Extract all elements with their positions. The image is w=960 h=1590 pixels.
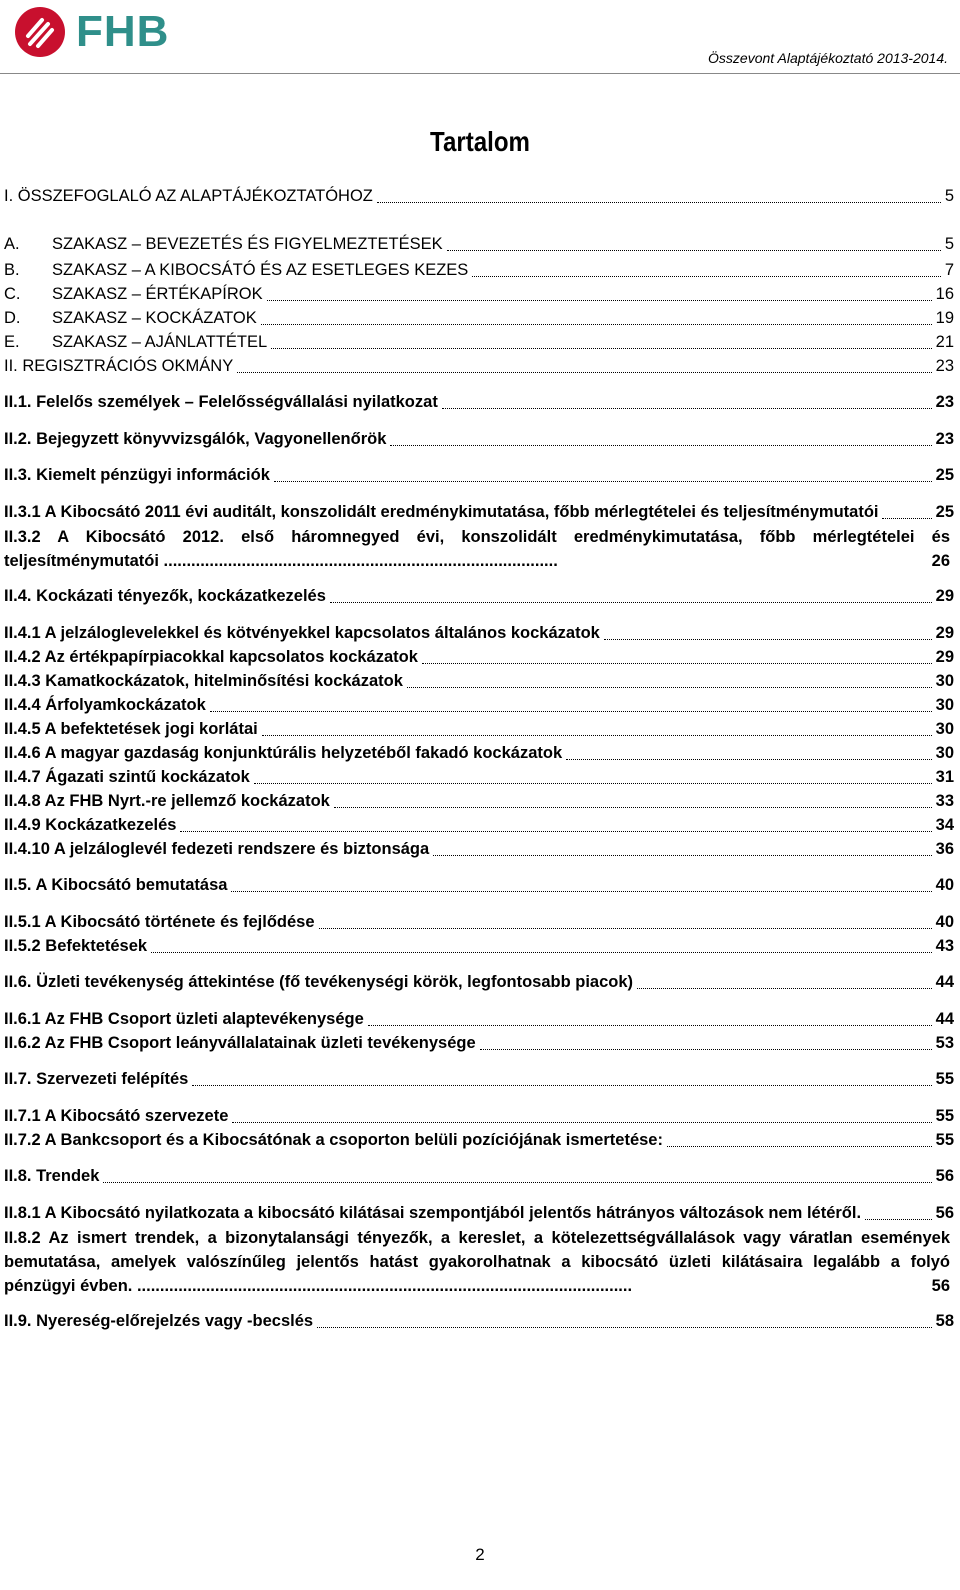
toc-leader (151, 952, 932, 953)
toc-entry[interactable] (4, 428, 954, 450)
toc-leader (192, 1085, 931, 1086)
toc-leader (317, 1327, 932, 1328)
toc-leader (262, 735, 932, 736)
toc-entry-label: II.4.2 Az értékpapírpiacokkal kapcsolatos kockázatok (4, 648, 418, 666)
toc-page-number: 58 (935, 1312, 954, 1330)
toc-page-number: 25 (935, 466, 954, 484)
toc-entry[interactable] (4, 1032, 954, 1054)
toc-entry[interactable] (4, 1008, 954, 1030)
toc-entry[interactable] (4, 790, 954, 812)
toc-page-number: 30 (935, 696, 954, 714)
toc-entry[interactable] (4, 585, 954, 607)
toc-leader (274, 481, 932, 482)
toc-entry-label: II.3. Kiemelt pénzügyi információk (4, 466, 270, 484)
toc-entry[interactable] (4, 742, 954, 764)
toc-leader (865, 1219, 932, 1220)
toc-entry-label: II.4.10 A jelzáloglevél fedezeti rendszere és biztonsága (4, 840, 430, 858)
toc-entry-label: II.9. Nyereség-előrejelzés vagy -becslés (4, 1312, 314, 1330)
toc-entry[interactable] (4, 1202, 954, 1224)
toc-page-number: 31 (935, 768, 954, 786)
toc-entry-label: II.4. Kockázati tényezők, kockázatkezelés (4, 587, 326, 605)
toc-entry[interactable] (4, 1129, 954, 1151)
toc-page-number: 40 (935, 913, 954, 931)
document-title: Összevont Alaptájékoztató 2013-2014. (708, 50, 948, 66)
toc-entry-label: II.7.1 A Kibocsátó szervezete (4, 1107, 229, 1125)
toc-leader (472, 276, 941, 277)
toc-entry[interactable] (4, 935, 954, 957)
toc-entry[interactable] (4, 331, 954, 353)
toc-entry-prefix: E. (4, 333, 20, 351)
toc-entry[interactable] (4, 1068, 954, 1090)
toc-entry-label: II.8.2 Az ismert trendek, a bizonytalansági tényezők, a kereslet, a kötelezettségvállalások vagy váratlan események bemutatása, amelyek valószínűleg jelentős hatást gyakorolhatnak a kibocsátó üzleti kilátásaira legalább a folyó pénzügyi évben. (4, 1229, 950, 1295)
toc-entry[interactable] (4, 464, 954, 486)
toc-entry[interactable] (4, 501, 954, 523)
toc-entry[interactable] (4, 911, 954, 933)
toc-entry[interactable] (4, 233, 954, 255)
toc-entry-label: D. SZAKASZ – KOCKÁZATOK (4, 309, 257, 327)
toc-entry-label: B. SZAKASZ – A KIBOCSÁTÓ ÉS AZ ESETLEGES KEZES (4, 261, 469, 279)
toc-leader (267, 300, 932, 301)
toc-entry[interactable] (4, 874, 954, 896)
toc-leader (667, 1146, 932, 1147)
toc-entry[interactable] (4, 1226, 950, 1298)
toc-entry-prefix: A. (4, 235, 20, 253)
toc-page-number: 5 (944, 235, 954, 253)
toc-page-number: 56 (931, 1277, 950, 1295)
toc-entry-label: II.4.9 Kockázatkezelés (4, 816, 177, 834)
toc-leader (232, 1122, 931, 1123)
toc-entry-label: II.2. Bejegyzett könyvvizsgálók, Vagyonellenőrök (4, 430, 387, 448)
toc-leader (103, 1182, 931, 1183)
toc-leader (319, 928, 932, 929)
toc-entry[interactable] (4, 185, 954, 207)
toc-page-number: 25 (935, 503, 954, 521)
toc-leader (368, 1025, 932, 1026)
toc-entry[interactable] (4, 766, 954, 788)
toc-leader (180, 831, 931, 832)
toc-page-number: 19 (935, 309, 954, 327)
toc-entry-label: II.8.1 A Kibocsátó nyilatkozata a kibocsátó kilátásai szempontjából jelentős hátrányos változások nem létéről. (4, 1204, 862, 1222)
toc-page-number: 26 (931, 552, 950, 570)
toc-entry[interactable] (4, 622, 954, 644)
toc-entry-label: II.6.2 Az FHB Csoport leányvállalatainak üzleti tevékenysége (4, 1034, 476, 1052)
toc-page-number: 34 (935, 816, 954, 834)
toc-leader (334, 807, 932, 808)
toc-leader (882, 518, 931, 519)
toc-leader (422, 663, 932, 664)
toc-entry-label: II.7. Szervezeti felépítés (4, 1070, 189, 1088)
toc-page-number: 29 (935, 648, 954, 666)
toc-entry-prefix: D. (4, 309, 21, 327)
toc-entry[interactable] (4, 1165, 954, 1187)
toc-page-number: 44 (935, 1010, 954, 1028)
toc-leader (637, 988, 932, 989)
toc-entry-label: II.5.2 Befektetések (4, 937, 148, 955)
toc-page-number: 33 (935, 792, 954, 810)
toc-entry[interactable] (4, 1310, 954, 1332)
toc-entry-label: E. SZAKASZ – AJÁNLATTÉTEL (4, 333, 268, 351)
toc-page-number: 29 (935, 587, 954, 605)
toc-page-number: 36 (935, 840, 954, 858)
toc-leader: ............................................................................................................ (132, 1277, 633, 1295)
toc-leader (604, 639, 932, 640)
toc-page-number: 23 (935, 357, 954, 375)
toc-entry-label: II.3.2 A Kibocsátó 2012. első háromnegyed évi, konszolidált eredménykimutatása, főbb mérlegtételei és teljesítménymutatói (4, 528, 950, 570)
toc-entry-label: II.5. A Kibocsátó bemutatása (4, 876, 228, 894)
toc-leader (330, 602, 932, 603)
toc-entry-label: II.8. Trendek (4, 1167, 100, 1185)
toc-leader (377, 202, 941, 203)
toc-entry-label: II.4.1 A jelzáloglevelekkel és kötvényekkel kapcsolatos általános kockázatok (4, 624, 600, 642)
toc-page-number: 23 (935, 393, 954, 411)
toc-page-number: 16 (935, 285, 954, 303)
toc-leader (480, 1049, 932, 1050)
toc-page-number: 43 (935, 937, 954, 955)
toc-page-number: 5 (944, 187, 954, 205)
page-header (0, 0, 960, 76)
toc-page-number: 56 (935, 1204, 954, 1222)
toc-page-number: 21 (935, 333, 954, 351)
toc-entry-label: II.6.1 Az FHB Csoport üzleti alaptevékenysége (4, 1010, 364, 1028)
toc-entry[interactable] (4, 694, 954, 716)
toc-page-number: 7 (944, 261, 954, 279)
toc-entry[interactable] (4, 838, 954, 860)
toc-entry[interactable] (4, 391, 954, 413)
toc-entry-label: I. ÖSSZEFOGLALÓ AZ ALAPTÁJÉKOZTATÓHOZ (4, 187, 373, 205)
toc-entry-label: A. SZAKASZ – BEVEZETÉS ÉS FIGYELMEZTETÉSEK (4, 235, 443, 253)
toc-entry[interactable] (4, 971, 954, 993)
page-title: Tartalom (430, 126, 530, 157)
toc-page-number: 44 (935, 973, 954, 991)
toc-page-number: 56 (935, 1167, 954, 1185)
toc-page-number: 40 (935, 876, 954, 894)
header-divider (0, 73, 960, 74)
toc-leader (442, 408, 932, 409)
toc-entry-label: II.6. Üzleti tevékenység áttekintése (fő tevékenységi körök, legfontosabb piacok) (4, 973, 634, 991)
toc-entry[interactable] (4, 355, 954, 377)
toc-leader (447, 250, 941, 251)
toc-entry-label: II.7.2 A Bankcsoport és a Kibocsátónak a csoporton belüli pozíciójának ismertetése: (4, 1131, 663, 1149)
toc-entry-label: II.4.8 Az FHB Nyrt.-re jellemző kockázatok (4, 792, 330, 810)
toc-entry-label: II.4.7 Ágazati szintű kockázatok (4, 768, 250, 786)
toc-page-number: 55 (935, 1070, 954, 1088)
toc-page-number: 29 (935, 624, 954, 642)
toc-leader (210, 711, 932, 712)
toc-entry[interactable] (4, 259, 954, 281)
toc-leader: ...................................................................................... (158, 552, 558, 570)
toc-leader (566, 759, 932, 760)
toc-leader (271, 348, 931, 349)
toc-page-number: 55 (935, 1107, 954, 1125)
toc-page-number: 53 (935, 1034, 954, 1052)
toc-leader (231, 891, 931, 892)
toc-entry-label: II.4.5 A befektetések jogi korlátai (4, 720, 258, 738)
toc-entry[interactable] (4, 670, 954, 692)
toc-page-number: 30 (935, 744, 954, 762)
toc-entry-prefix: C. (4, 285, 21, 303)
toc-entry-label: II.4.4 Árfolyamkockázatok (4, 696, 206, 714)
toc-entry-label: II.3.1 A Kibocsátó 2011 évi auditált, konszolidált eredménykimutatása, főbb mérlegtételei és teljesítménymutatói (4, 503, 879, 521)
toc-entry[interactable] (4, 307, 954, 329)
toc-entry-prefix: B. (4, 261, 20, 279)
toc-leader (237, 372, 931, 373)
toc-entry[interactable] (4, 525, 950, 573)
toc-page-number: 30 (935, 720, 954, 738)
toc-entry-label: C. SZAKASZ – ÉRTÉKAPÍROK (4, 285, 263, 303)
toc-page-number: 55 (935, 1131, 954, 1149)
toc-entry[interactable] (4, 718, 954, 740)
toc-entry-label: II.4.3 Kamatkockázatok, hitelminősítési kockázatok (4, 672, 403, 690)
logo-text: FHB (76, 7, 170, 56)
toc-entry[interactable] (4, 1105, 954, 1127)
toc-entry-label: II.1. Felelős személyek – Felelősségvállalási nyilatkozat (4, 393, 438, 411)
toc-leader (254, 783, 932, 784)
toc-page-number: 23 (935, 430, 954, 448)
page-number: 2 (475, 1545, 485, 1564)
toc-entry[interactable] (4, 283, 954, 305)
toc-leader (433, 855, 931, 856)
toc-page-number: 30 (935, 672, 954, 690)
toc-entry-label: II.5.1 A Kibocsátó története és fejlődése (4, 913, 315, 931)
toc-leader (407, 687, 932, 688)
fhb-logo-icon (14, 6, 66, 58)
fhb-logo (14, 6, 169, 58)
toc-entry-label: II. REGISZTRÁCIÓS OKMÁNY (4, 357, 234, 375)
toc-entry[interactable] (4, 646, 954, 668)
toc-entry-label: II.4.6 A magyar gazdaság konjunktúrális helyzetéből fakadó kockázatok (4, 744, 563, 762)
toc-leader (390, 445, 931, 446)
toc-leader (261, 324, 932, 325)
toc-entry[interactable] (4, 814, 954, 836)
